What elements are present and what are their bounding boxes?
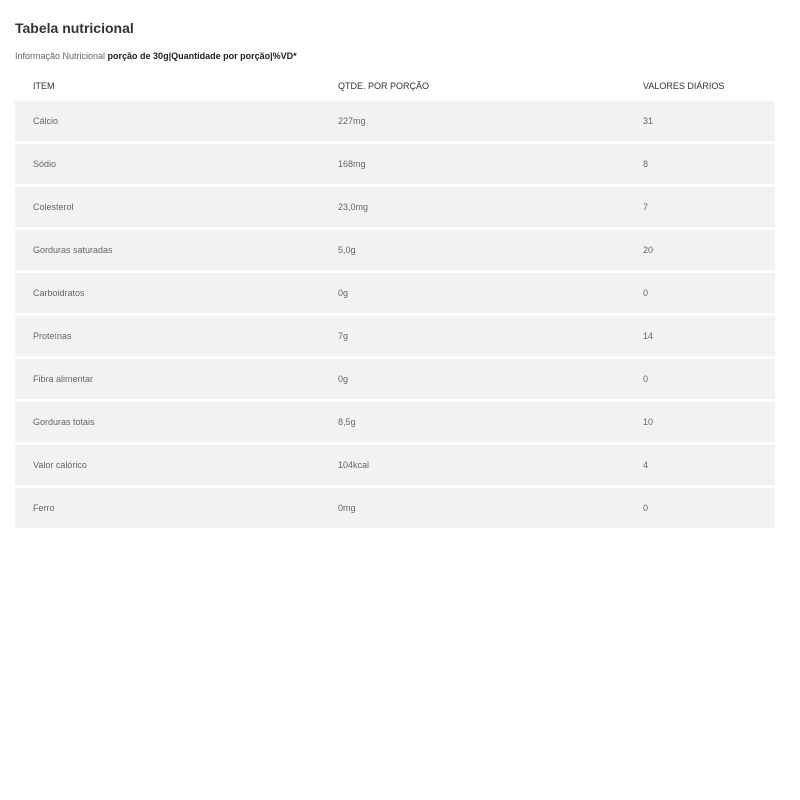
header-item: ITEM: [33, 81, 55, 91]
row-qty: 0mg: [338, 503, 356, 513]
header-daily-values: VALORES DIÁRIOS: [643, 81, 725, 91]
nutrition-subtitle: [15, 51, 297, 61]
table-row: [15, 316, 775, 356]
row-item: Ferro: [33, 503, 55, 513]
row-daily-value: 0: [643, 288, 649, 298]
table-row: [15, 273, 775, 313]
row-daily-value: 8: [643, 159, 649, 169]
subtitle-bold: porção de 30g|Quantidade por porção|%VD*: [107, 51, 297, 61]
row-qty: 0g: [338, 374, 349, 384]
subtitle-prefix: Informação Nutricional: [15, 51, 108, 61]
table-row: [15, 359, 775, 399]
table-row: [15, 144, 775, 184]
row-daily-value: 7: [643, 202, 649, 212]
row-daily-value: 10: [643, 417, 654, 427]
nutrition-table: [15, 78, 775, 531]
table-row: [15, 488, 775, 528]
table-row: [15, 101, 775, 141]
table-header-row: [15, 78, 775, 94]
row-qty: 168mg: [338, 159, 366, 169]
row-daily-value: 0: [643, 503, 649, 513]
row-daily-value: 0: [643, 374, 649, 384]
row-qty: 104kcal: [338, 460, 370, 470]
row-qty: 227mg: [338, 116, 366, 126]
row-item: Carboidratos: [33, 288, 85, 298]
table-row: [15, 187, 775, 227]
header-qty: QTDE. POR PORÇÃO: [338, 81, 430, 91]
row-item: Valor calórico: [33, 460, 87, 470]
row-qty: 7g: [338, 331, 349, 341]
row-daily-value: 20: [643, 245, 654, 255]
table-row: [15, 445, 775, 485]
row-daily-value: 31: [643, 116, 654, 126]
row-daily-value: 4: [643, 460, 649, 470]
table-row: [15, 402, 775, 442]
row-qty: 8,5g: [338, 417, 356, 427]
table-row: [15, 230, 775, 270]
row-item: Colesterol: [33, 202, 74, 212]
row-item: Gorduras totais: [33, 417, 95, 427]
page-title: Tabela nutricional: [15, 20, 134, 36]
row-item: Cálcio: [33, 116, 59, 126]
row-item: Sódio: [33, 159, 57, 169]
row-item: Proteínas: [33, 331, 72, 341]
row-qty: 0g: [338, 288, 349, 298]
row-qty: 23,0mg: [338, 202, 369, 212]
row-qty: 5,0g: [338, 245, 356, 255]
row-daily-value: 14: [643, 331, 654, 341]
row-item: Fibra alimentar: [33, 374, 94, 384]
row-item: Gorduras saturadas: [33, 245, 113, 255]
